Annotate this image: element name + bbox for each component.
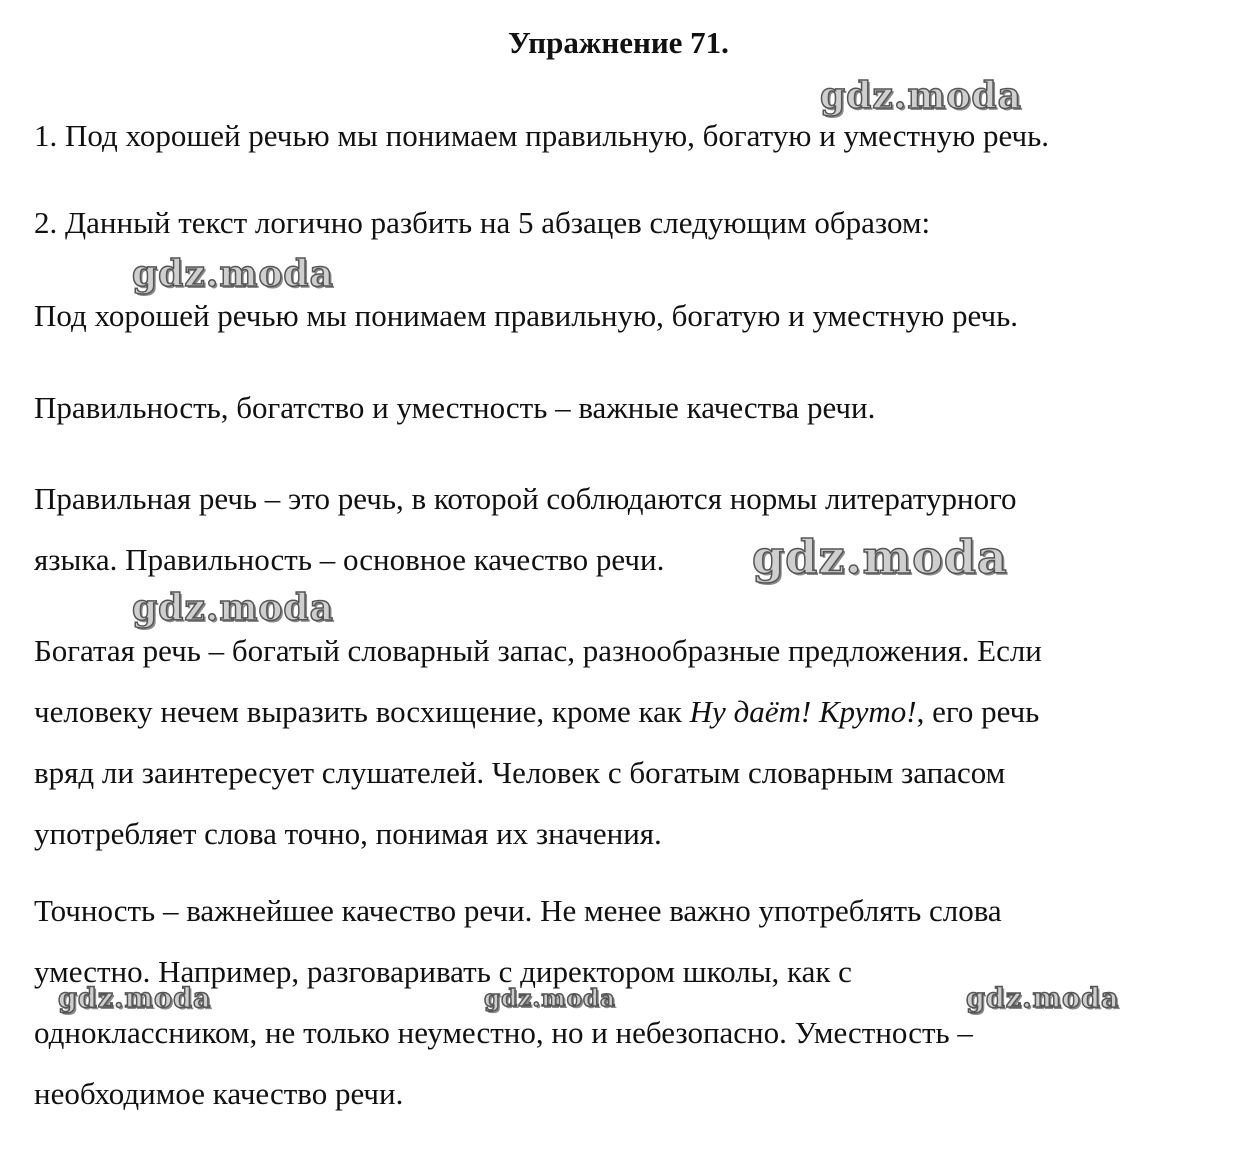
paragraph-3-line-2: языка. Правильность – основное качество речи. [34,542,665,577]
paragraph-5-line-2: уместно. Например, разговаривать с директором школы, как с [34,954,852,989]
paragraph-5-line-1: Точность – важнейшее качество речи. Не менее важно употреблять слова [34,893,1002,928]
paragraph-5-line-4: необходимое качество речи. [34,1076,404,1111]
watermark-logo: gdz.moda [820,75,1022,117]
answer-1: 1. Под хорошей речью мы понимаем правильную, богатую и уместную речь. [34,118,1049,153]
watermark-logo: gdz.moda [966,983,1120,1014]
watermark-logo: gdz.moda [132,253,334,295]
watermark-logo: gdz.moda [132,587,334,629]
paragraph-5-line-3: одноклассником, не только неуместно, но и небезопасно. Уместность – [34,1015,973,1050]
exercise-heading: Упражнение 71. [508,25,729,60]
paragraph-4-italic-quote: Ну даёт! Круто! [689,694,917,729]
paragraph-4-line-4: употребляет слова точно, понимая их значения. [34,816,662,851]
watermark-logo: gdz.moda [484,985,616,1012]
paragraph-4-line-2 [34,695,1039,729]
paragraph-4-line-3: вряд ли заинтересует слушателей. Человек с богатым словарным запасом [34,755,1006,790]
watermark-logo: gdz.moda [58,983,212,1014]
paragraph-4-line-1: Богатая речь – богатый словарный запас, разнообразные предложения. Если [34,633,1042,668]
watermark-logo: gdz.moda [752,530,1008,584]
answer-2-intro: 2. Данный текст логично разбить на 5 абзацев следующим образом: [34,205,931,240]
paragraph-4-line-2-start: человеку нечем выразить восхищение, кроме как [34,694,690,729]
paragraph-4-line-2-end: , его речь [916,694,1040,729]
paragraph-2: Правильность, богатство и уместность – важные качества речи. [34,390,876,425]
paragraph-1: Под хорошей речью мы понимаем правильную, богатую и уместную речь. [34,298,1018,333]
paragraph-3-line-1: Правильная речь – это речь, в которой соблюдаются нормы литературного [34,481,1017,516]
